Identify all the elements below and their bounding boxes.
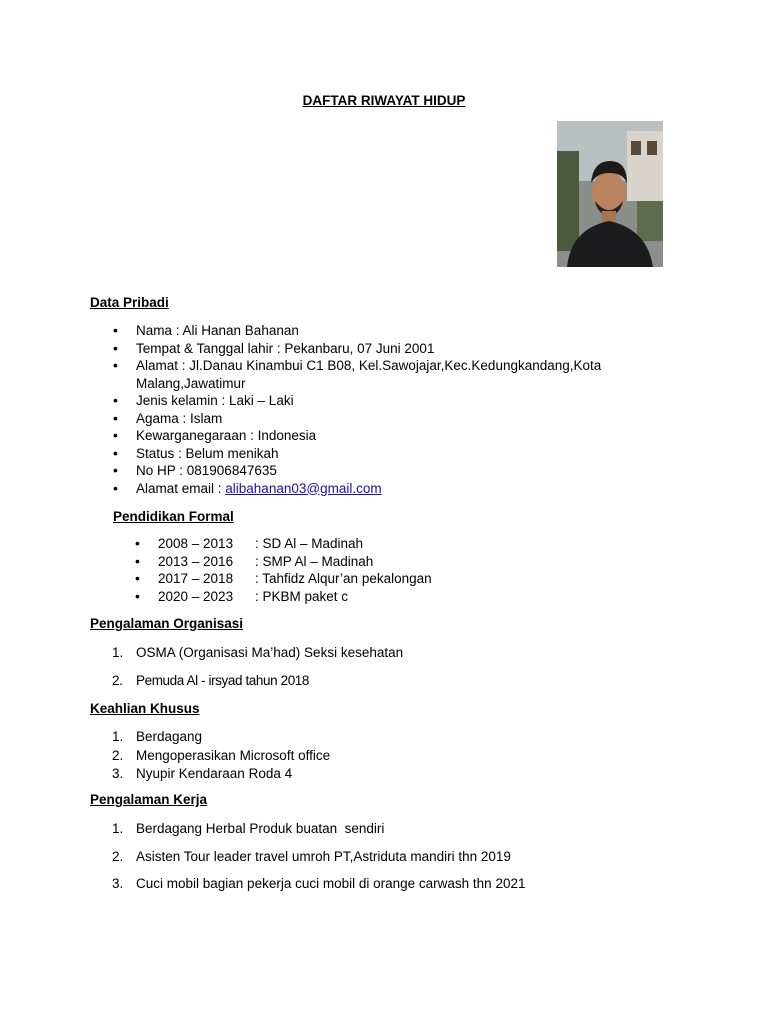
section-heading-data-pribadi: Data Pribadi [90, 295, 169, 310]
education-years: 2020 – 2023 [158, 588, 234, 604]
section-heading-pendidikan: Pendidikan Formal [113, 509, 234, 524]
list-item [112, 644, 404, 662]
item-number: 1. [112, 729, 124, 744]
list-item [112, 820, 525, 838]
education-school: : SD Al – Madinah [255, 536, 364, 551]
kerja-list [112, 820, 526, 893]
education-school: : PKBM paket c [255, 588, 349, 604]
pendidikan-list [158, 535, 432, 605]
list-item [158, 553, 432, 571]
profile-photo-illustration [557, 121, 663, 267]
section-heading-keahlian: Keahlian Khusus [90, 701, 200, 716]
keahlian-list [112, 728, 331, 784]
list-item [112, 848, 525, 866]
item-number: 2. [112, 672, 123, 688]
list-item: • Alamat : Jl.Danau Kinambui C1 B08, Kel.Sawojajar,Kec.Kedungkandang,Kota [136, 357, 601, 375]
item-text: Asisten Tour leader travel umroh PT,Astriduta mandiri thn 2019 [136, 848, 511, 864]
email-label: Alamat email : [136, 480, 226, 496]
list-item: • Agama : Islam [136, 410, 601, 428]
list-item [158, 570, 432, 588]
data-pribadi-list [136, 322, 601, 497]
education-school: : SMP Al – Madinah [255, 553, 374, 569]
list-item: • Kewarganegaraan : Indonesia [136, 427, 601, 445]
list-item: • Tempat & Tanggal lahir : Pekanbaru, 07 Juni 2001 [136, 340, 601, 358]
list-item: • Status : Belum menikah [136, 445, 601, 463]
section-heading-kerja: Pengalaman Kerja [90, 792, 208, 807]
item-number: 1. [112, 821, 124, 836]
list-item [112, 765, 330, 784]
organisasi-list [112, 644, 404, 689]
email-link[interactable]: alibahanan03@gmail.com [225, 480, 382, 496]
item-number: 3. [112, 876, 124, 891]
list-item [112, 672, 403, 690]
item-text: OSMA (Organisasi Ma’had) Seksi kesehatan [136, 645, 404, 660]
education-years: 2017 – 2018 [158, 571, 234, 586]
profile-photo [557, 121, 663, 267]
list-item-email [136, 480, 601, 498]
item-text: Nyupir Kendaraan Roda 4 [136, 766, 293, 781]
item-number: 2. [112, 747, 124, 763]
list-item [112, 728, 330, 747]
list-item: • Nama : Ali Hanan Bahanan [136, 322, 601, 340]
item-number: 3. [112, 766, 124, 781]
list-item: • Jenis kelamin : Laki – Laki [136, 392, 601, 410]
list-item [112, 747, 331, 766]
list-item [112, 875, 526, 893]
item-text: Mengoperasikan Microsoft office [136, 747, 331, 763]
list-item-continuation: Malang,Jawatimur [136, 375, 246, 391]
item-text: Cuci mobil bagian pekerja cuci mobil di orange carwash thn 2021 [136, 876, 526, 891]
item-number: 1. [112, 645, 124, 660]
list-item [158, 535, 432, 553]
item-number: 2. [112, 848, 124, 864]
list-item [158, 588, 432, 606]
education-school: : Tahfidz Alqur’an pekalongan [255, 571, 432, 586]
page-title: DAFTAR RIWAYAT HIDUP [302, 93, 466, 108]
education-years: 2008 – 2013 [158, 536, 234, 551]
list-item: • No HP : 081906847635 [136, 462, 601, 480]
section-heading-organisasi: Pengalaman Organisasi [90, 616, 244, 631]
item-text: Berdagang Herbal Produk buatan sendiri [136, 821, 385, 836]
item-text: Pemuda Al - irsyad tahun 2018 [136, 672, 310, 688]
item-text: Berdagang [136, 729, 203, 744]
education-years: 2013 – 2016 [158, 553, 234, 569]
